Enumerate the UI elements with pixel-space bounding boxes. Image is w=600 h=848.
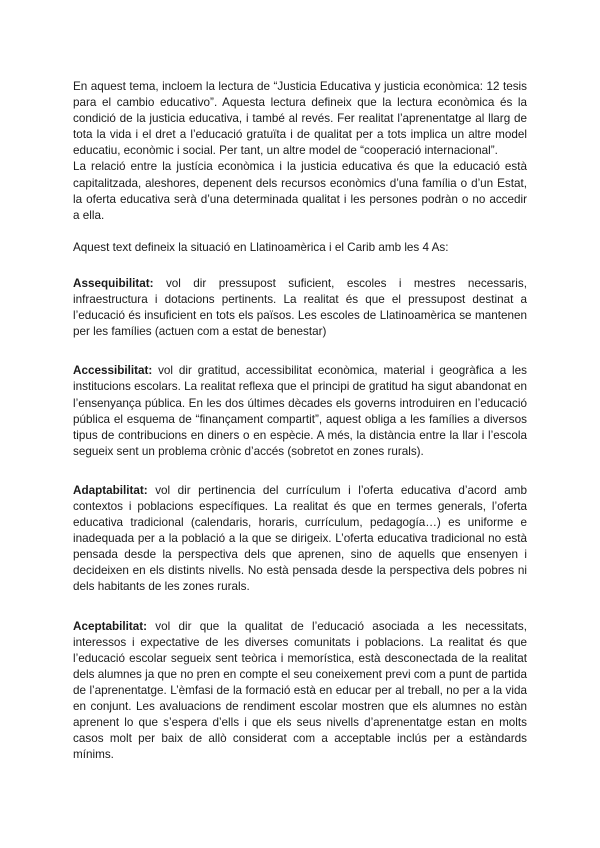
section-term: Adaptabilitat:: [73, 483, 148, 497]
section-term: Aceptabilitat:: [73, 619, 148, 633]
section-aceptabilitat: [73, 619, 527, 764]
section-adaptabilitat: [73, 483, 527, 596]
intro-paragraph: En aquest tema, incloem la lectura de “Justicia Educativa y justicia econòmica: 12 tesis para el cambio educativo”. Aquesta lectura defineix que la lectura econòmica és la condició de la justicia educativa, i també al revés. Fer realitat l’aprenentatge al llarg de tota la vida i el dret a l’educació gratuïta i de qualitat per a tots implica un altre model educatiu, econòmic i social. Per tant, un altre model de “cooperació internacional”.: [73, 80, 527, 158]
section-text: vol dir gratitud, accessibilitat econòmica, material i geogràfica a les institucions escolars. La realitat reflexa que el principi de gratitud ha sigut abandonat en l’ensenyança pública. En les dos últimes dècades els governs introduiren en l’educació pública el esquema de “finançament compartit”, aquest obliga a les famílies a diversos tipus de contribucions en diners o en espècie. A més, la distància entre la llar i l’escola segueix sent un problema crònic d’accés (sobretot en zones rurals).: [73, 364, 527, 458]
section-text: vol dir pressupost suficient, escoles i mestres necessaris, infraestructura i dotacions pertinents. La realitat és que el pressupost destinat a l’educació és insuficient en tots els països. Les escoles de Llatinoamèrica se mantenen per les famílies (actuen com a estat de benestar): [73, 276, 527, 339]
relation-paragraph: La relació entre la justícia econòmica i la justicia educativa és que la educació està capitalitzada, aleshores, depenent dels recursos econòmics d’una família o d’un Estat, la oferta educativa serà d’una determinada qualitat i les persones podràn o no accedir a ella.: [73, 160, 527, 222]
section-accessibilitat: [73, 363, 527, 460]
section-text: vol dir que la qualitat de l’educació asociada a les necessitats, interessos i expectative de les diverses comunitats i poblacions. La realitat és que l’educació escolar segueix sent teòrica i memorística, està desconectada de la realitat dels alumnes ja que no pren en compte el seu coneixement previ com a punt de partida de l’aprenentatge. L’èmfasi de la formació està en educar per al treball, no per a la vida en conjunt. Les avaluacions de rendiment escolar mostren que els alumnes no estàn aprenent lo que s’espera d’ells i que els seus nivells d’aprenentatge estan en molts casos molt per baix de allò considerat com a acceptable inclús per a estàndards mínims.: [73, 619, 527, 762]
document-body: [73, 79, 527, 763]
section-text: vol dir pertinencia del currículum i l’oferta educativa d’acord amb contextos i poblacions específiques. La realitat és que en termes generals, l’oferta educativa tradicional (calendaris, horaris, currículum, pedagogía…) es uniforme e inadequada per a la població a la que se dirigeix. L’oferta educativa tradicional no està pensada desde la perspectiva dels que aprenen, sino de aquells que ensenyen i decideixen en els distints nivells. No està pensada desde la perspectiva dels pobres ni dels habitants de les zones rurals.: [73, 483, 527, 594]
four-as-intro: Aquest text defineix la situació en Llatinoamèrica i el Carib amb les 4 As:: [73, 240, 449, 254]
section-term: Accessibilitat:: [73, 364, 153, 378]
section-term: Assequibilitat:: [73, 276, 154, 290]
section-assequibilitat: [73, 276, 527, 340]
